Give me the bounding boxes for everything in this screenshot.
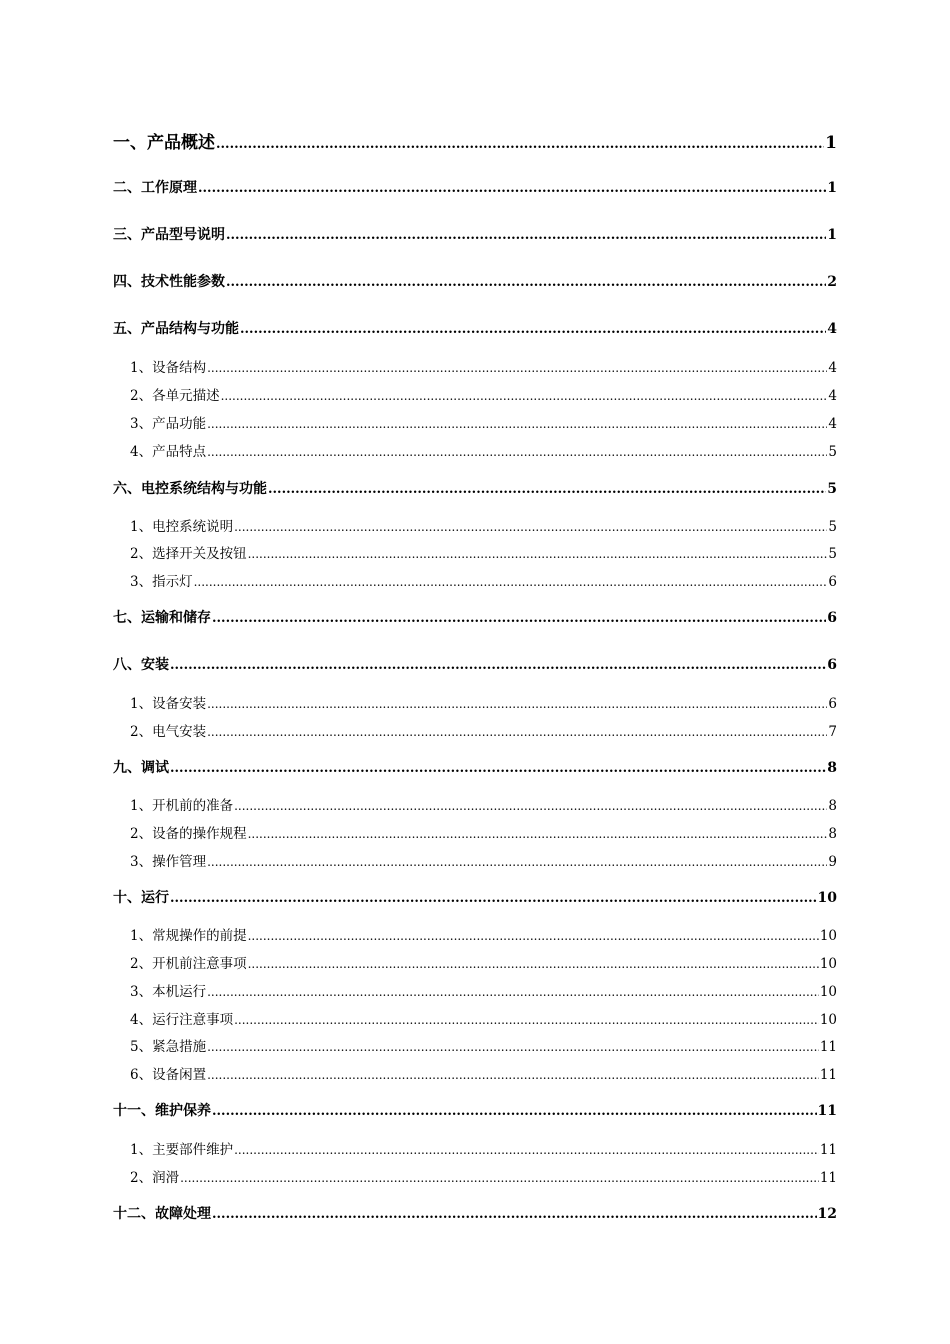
- toc-entry[interactable]: [113, 757, 837, 777]
- toc-page-number: 10: [817, 890, 837, 906]
- toc-entry[interactable]: [113, 224, 837, 244]
- toc-page-number: 6: [828, 574, 837, 590]
- toc-page-number: 11: [817, 1103, 837, 1119]
- toc-entry-label: 七、运输和储存: [113, 610, 211, 626]
- toc-leader-dots: [234, 1142, 819, 1158]
- toc-leader-dots: [240, 321, 826, 337]
- toc-leader-dots: [207, 1039, 819, 1055]
- toc-leader-dots: [234, 519, 827, 535]
- toc-page-number: 9: [828, 854, 837, 870]
- toc-entry-label: 3、本机运行: [130, 984, 207, 1000]
- toc-entry[interactable]: [113, 1008, 837, 1028]
- toc-leader-dots: [234, 1012, 819, 1028]
- toc-page-number: 5: [827, 481, 837, 497]
- toc-entry[interactable]: [113, 887, 837, 907]
- toc-page-number: 1: [825, 133, 837, 153]
- toc-entry-label: 五、产品结构与功能: [113, 321, 239, 337]
- toc-entry[interactable]: [113, 515, 837, 535]
- toc-entry[interactable]: [113, 1035, 837, 1055]
- toc-entry[interactable]: [113, 440, 837, 460]
- toc-page-number: 12: [817, 1206, 837, 1222]
- toc-entry-label: 二、工作原理: [113, 180, 197, 196]
- toc-entry-label: 2、润滑: [130, 1170, 180, 1186]
- toc-leader-dots: [212, 610, 826, 626]
- toc-entry[interactable]: [113, 1138, 837, 1158]
- toc-leader-dots: [248, 956, 819, 972]
- toc-entry-label: 2、设备的操作规程: [130, 826, 247, 842]
- toc-entry[interactable]: [113, 570, 837, 590]
- toc-page-number: 6: [827, 657, 837, 673]
- toc-page-number: 7: [828, 724, 837, 740]
- toc-entry[interactable]: [113, 720, 837, 740]
- toc-entry[interactable]: [113, 478, 837, 498]
- toc-page-number: 11: [819, 1170, 837, 1186]
- toc-leader-dots: [207, 1067, 819, 1083]
- toc-page-number: 5: [828, 546, 837, 562]
- toc-leader-dots: [207, 724, 827, 740]
- toc-entry[interactable]: [113, 177, 837, 197]
- toc-entry[interactable]: [113, 952, 837, 972]
- toc-leader-dots: [248, 546, 828, 562]
- toc-entry[interactable]: [113, 318, 837, 338]
- toc-leader-dots: [248, 826, 828, 842]
- toc-entry-label: 2、选择开关及按钮: [130, 546, 247, 562]
- toc-entry-label: 1、常规操作的前提: [130, 928, 247, 944]
- toc-page-number: 10: [819, 928, 837, 944]
- toc-page-number: 8: [828, 798, 837, 814]
- toc-page-number: 10: [819, 984, 837, 1000]
- toc-page-number: 1: [827, 227, 837, 243]
- toc-leader-dots: [207, 416, 827, 432]
- toc-page-number: 1: [827, 180, 837, 196]
- toc-entry-label: 3、操作管理: [130, 854, 207, 870]
- toc-entry-label: 1、设备结构: [130, 360, 207, 376]
- toc-entry-label: 2、开机前注意事项: [130, 956, 247, 972]
- toc-entry-label: 3、产品功能: [130, 416, 207, 432]
- toc-entry[interactable]: [113, 654, 837, 674]
- toc-leader-dots: [170, 657, 826, 673]
- toc-leader-dots: [248, 928, 819, 944]
- toc-page-number: 8: [828, 826, 837, 842]
- toc-leader-dots: [268, 481, 826, 497]
- toc-page-number: 6: [828, 696, 837, 712]
- toc-entry-label: 4、运行注意事项: [130, 1012, 234, 1028]
- toc-page-number: 11: [819, 1142, 837, 1158]
- toc-leader-dots: [207, 854, 827, 870]
- toc-page-number: 4: [828, 360, 837, 376]
- toc-leader-dots: [207, 696, 827, 712]
- toc-leader-dots: [226, 227, 826, 243]
- toc-entry[interactable]: [113, 1063, 837, 1083]
- toc-entry-label: 1、开机前的准备: [130, 798, 234, 814]
- toc-entry-label: 1、主要部件维护: [130, 1142, 234, 1158]
- toc-page-number: 6: [827, 610, 837, 626]
- toc-entry-label: 1、设备安装: [130, 696, 207, 712]
- toc-entry[interactable]: [113, 924, 837, 944]
- toc-leader-dots: [216, 133, 824, 153]
- toc-entry-label: 三、产品型号说明: [113, 227, 225, 243]
- toc-entry-label: 十二、故障处理: [113, 1206, 211, 1222]
- toc-entry[interactable]: [113, 692, 837, 712]
- toc-entry-label: 九、调试: [113, 760, 169, 776]
- toc-entry-label: 1、电控系统说明: [130, 519, 234, 535]
- toc-leader-dots: [207, 984, 819, 1000]
- toc-entry-label: 3、指示灯: [130, 574, 193, 590]
- toc-entry-label: 十、运行: [113, 890, 169, 906]
- toc-page-number: 2: [827, 274, 837, 290]
- toc-entry[interactable]: [113, 128, 837, 153]
- toc-entry[interactable]: [113, 356, 837, 376]
- toc-page-number: 8: [827, 760, 837, 776]
- toc-leader-dots: [212, 1103, 817, 1119]
- toc-entry[interactable]: [113, 794, 837, 814]
- toc-page-number: 4: [828, 388, 837, 404]
- toc-entry-label: 4、产品特点: [130, 444, 207, 460]
- toc-entry[interactable]: [113, 384, 837, 404]
- toc-entry[interactable]: [113, 850, 837, 870]
- toc-leader-dots: [194, 574, 828, 590]
- toc-leader-dots: [170, 760, 826, 776]
- toc-leader-dots: [221, 388, 828, 404]
- toc-leader-dots: [234, 798, 827, 814]
- toc-entry-label: 一、产品概述: [113, 133, 215, 153]
- toc-page-number: 5: [828, 444, 837, 460]
- toc-entry-label: 6、设备闲置: [130, 1067, 207, 1083]
- toc-page-number: 10: [819, 1012, 837, 1028]
- toc-entry-label: 八、安装: [113, 657, 169, 673]
- toc-leader-dots: [198, 180, 826, 196]
- toc-leader-dots: [207, 360, 827, 376]
- toc-entry-label: 2、电气安装: [130, 724, 207, 740]
- toc-page-number: 11: [819, 1067, 837, 1083]
- toc-entry[interactable]: [113, 412, 837, 432]
- toc-page-number: 11: [819, 1039, 837, 1055]
- toc-leader-dots: [180, 1170, 819, 1186]
- toc-leader-dots: [170, 890, 817, 906]
- toc-entry[interactable]: [113, 1166, 837, 1186]
- toc-entry-label: 十一、维护保养: [113, 1103, 211, 1119]
- toc-entry[interactable]: [113, 822, 837, 842]
- toc-page-number: 10: [819, 956, 837, 972]
- toc-entry-label: 5、紧急措施: [130, 1039, 207, 1055]
- toc-entry[interactable]: [113, 1100, 837, 1120]
- toc-entry[interactable]: [113, 1203, 837, 1223]
- toc-entry-label: 四、技术性能参数: [113, 274, 225, 290]
- toc-page-number: 4: [828, 416, 837, 432]
- toc-leader-dots: [226, 274, 826, 290]
- toc-page-number: 5: [828, 519, 837, 535]
- toc-entry-label: 六、电控系统结构与功能: [113, 481, 267, 497]
- toc-leader-dots: [212, 1206, 817, 1222]
- toc-entry[interactable]: [113, 542, 837, 562]
- toc-entry[interactable]: [113, 607, 837, 627]
- toc-page-number: 4: [827, 321, 837, 337]
- toc-entry[interactable]: [113, 271, 837, 291]
- toc-entry-label: 2、各单元描述: [130, 388, 220, 404]
- toc-entry[interactable]: [113, 980, 837, 1000]
- toc-leader-dots: [207, 444, 827, 460]
- table-of-contents: [113, 0, 837, 1344]
